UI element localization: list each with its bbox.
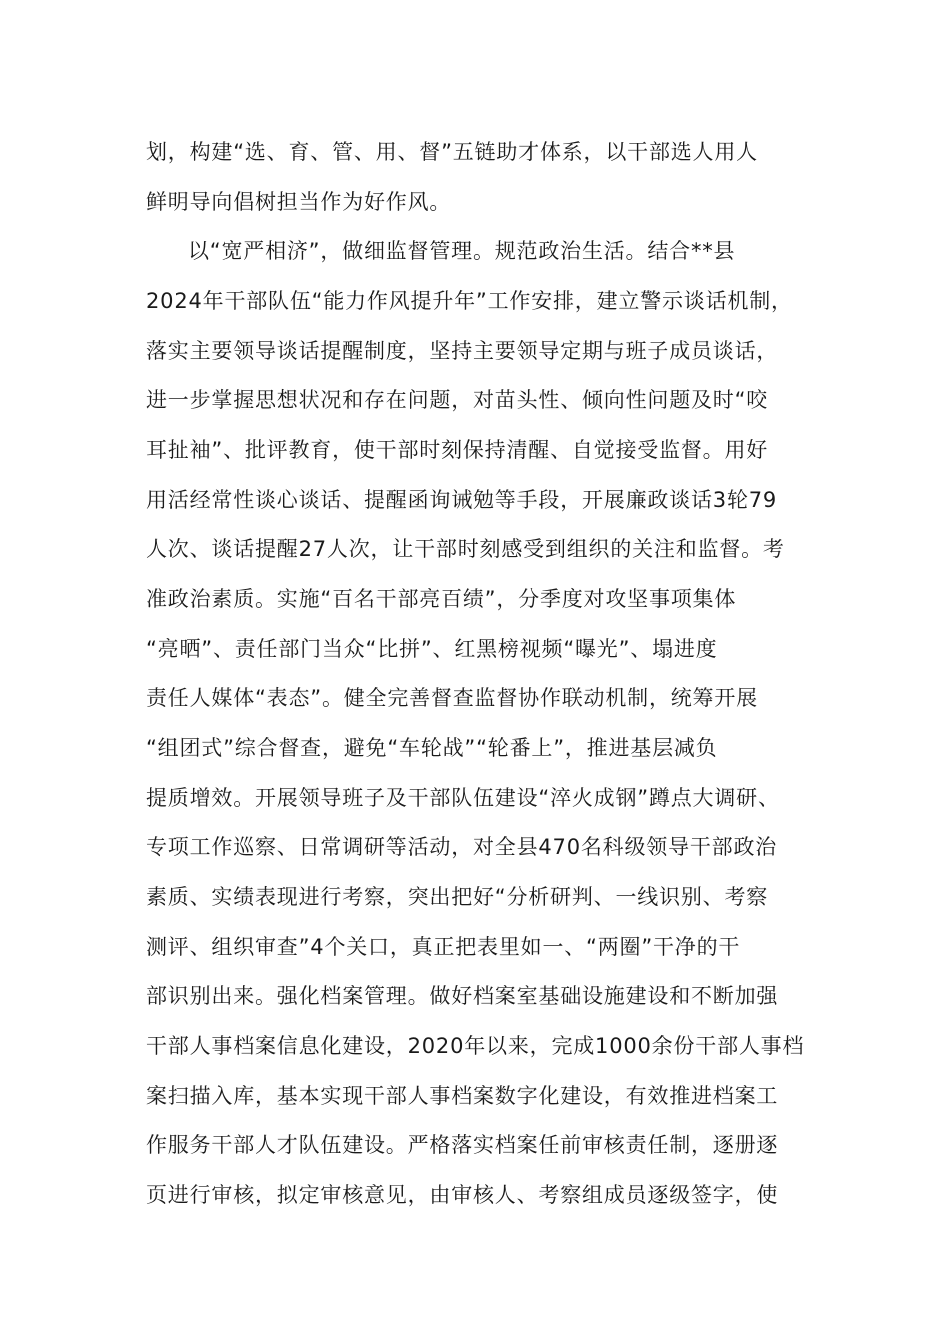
- text-line: 提质增效。开展领导班子及干部队伍建设“淬火成钢”蹲点大调研、: [146, 786, 780, 810]
- text-line: 专项工作巡察、日常调研等活动，对全县470名科级领导干部政治: [146, 835, 778, 859]
- text-line: 素质、实绩表现进行考察，突出把好“分析研判、一线识别、考察: [146, 885, 769, 909]
- text-line: 2024年干部队伍“能力作风提升年”工作安排，建立警示谈话机制，: [146, 289, 793, 313]
- text-line: “亮晒”、责任部门当众“比拼”、红黑榜视频“曝光”、塌进度: [146, 637, 718, 661]
- text-line: 责任人媒体“表态”。健全完善督查监督协作联动机制，统筹开展: [146, 686, 758, 710]
- text-line: 准政治素质。实施“百名干部亮百绩”，分季度对攻坚事项集体: [146, 587, 737, 611]
- text-line: 干部人事档案信息化建设，2020年以来，完成1000余份干部人事档: [146, 1034, 805, 1058]
- text-line: 作服务干部人才队伍建设。严格落实档案任前审核责任制，逐册逐: [146, 1133, 779, 1157]
- text-line: 落实主要领导谈话提醒制度，坚持主要领导定期与班子成员谈话，: [146, 339, 779, 363]
- text-line: 页进行审核，拟定审核意见，由审核人、考察组成员逐级签字，使: [146, 1183, 779, 1207]
- text-line: 案扫描入库，基本实现干部人事档案数字化建设，有效推进档案工: [146, 1084, 779, 1108]
- text-line: 划，构建“选、育、管、用、督”五链助才体系，以干部选人用人: [146, 140, 758, 164]
- text-line: 部识别出来。强化档案管理。做好档案室基础设施建设和不断加强: [146, 984, 779, 1008]
- text-line: 鲜明导向倡树担当作为好作风。: [146, 190, 452, 214]
- text-line: 测评、组织审查”4个关口，真正把表里如一、“两圈”干净的干: [146, 935, 741, 959]
- text-line: “组团式”综合督查，避免“车轮战”“轮番上”，推进基层减负: [146, 736, 718, 760]
- text-line: 耳扯袖”、批评教育，使干部时刻保持清醒、自觉接受监督。用好: [146, 438, 769, 462]
- text-line: 进一步掌握思想状况和存在问题，对苗头性、倾向性问题及时“咬: [146, 388, 769, 412]
- text-line-paragraph-start: 以“宽严相济”，做细监督管理。规范政治生活。结合**县: [188, 239, 736, 263]
- text-line: 人次、谈话提醒27人次，让干部时刻感受到组织的关注和监督。考: [146, 537, 785, 561]
- text-line: 用活经常性谈心谈话、提醒函询诫勉等手段，开展廉政谈话3轮79: [146, 488, 778, 512]
